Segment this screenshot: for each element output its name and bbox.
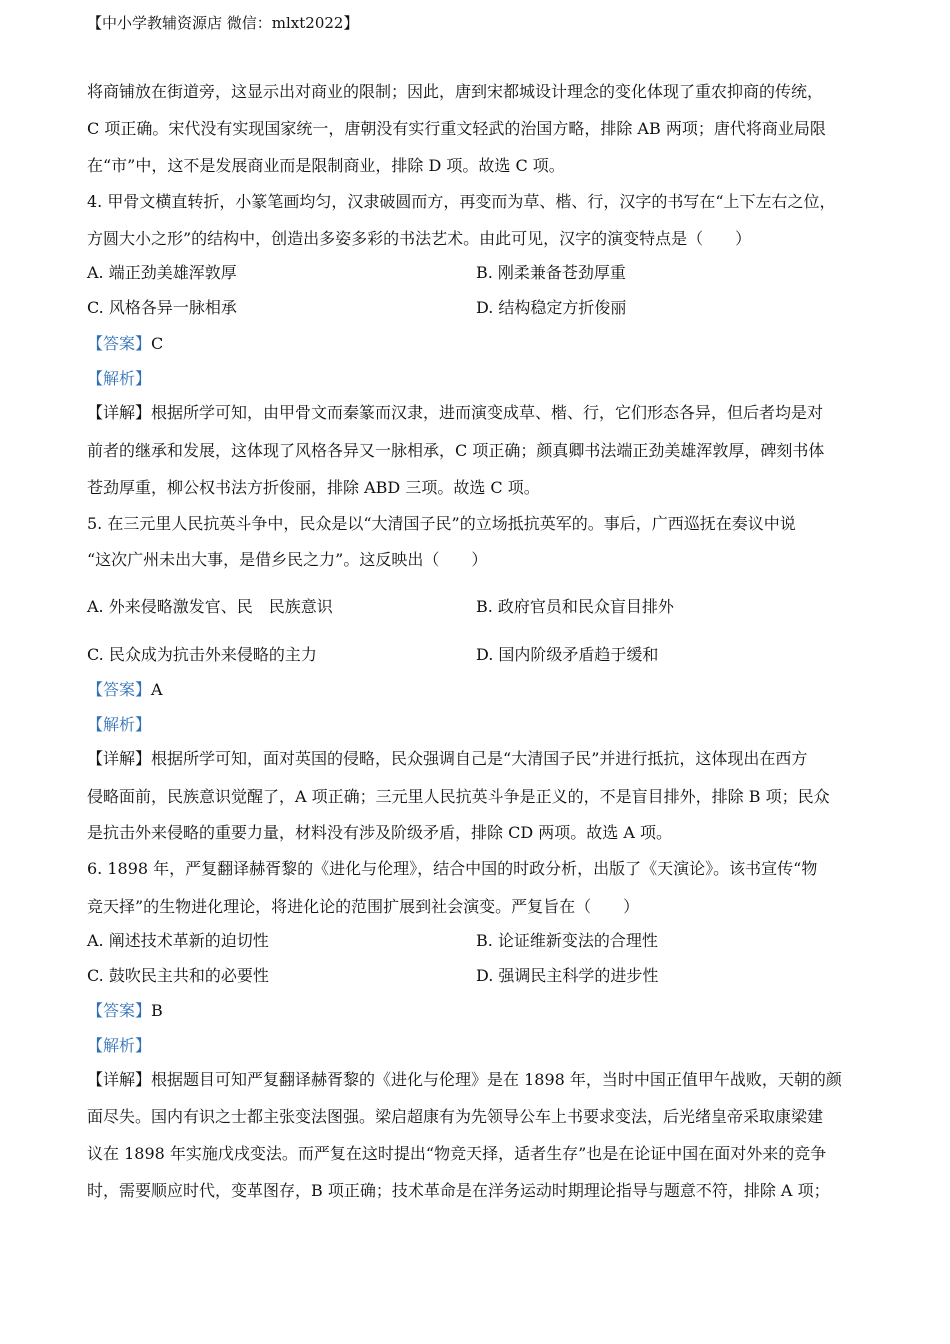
answer-value: B: [151, 1001, 163, 1020]
watermark-text: 【中小学教辅资源店 微信：mlxt2022】: [87, 14, 359, 32]
question-4-answer: [87, 333, 866, 355]
question-4-option-a: A. 端正劲美雄浑敦厚: [87, 263, 237, 282]
question-5-option-a: A. 外来侵略激发官、民 民族意识: [87, 597, 333, 616]
question-4-option-b: B. 刚柔兼备苍劲厚重: [476, 263, 626, 282]
question-4-stem-line: 4. 甲骨文横直转折，小篆笔画均匀，汉隶破圆而方，再变而为草、楷、行，汉字的书写在“上下左右之位，: [87, 192, 836, 211]
question-5-answer: [87, 679, 866, 701]
question-4-stem-line: 方圆大小之形”的结构中，创造出多姿多彩的书法艺术。由此可见，汉字的演变特点是（ ）: [87, 229, 752, 248]
detail-label: 【详解】: [87, 1070, 152, 1089]
paragraph-line: 将商铺放在街道旁，这显示出对商业的限制；因此，唐到宋都城设计理念的变化体现了重农抑商的传统，: [87, 82, 824, 101]
question-5-option-b: B. 政府官员和民众盲目排外: [476, 597, 674, 616]
question-5-option-d: D. 国内阶级矛盾趋于缓和: [476, 645, 659, 664]
question-5-option-c: C. 民众成为抗击外来侵略的主力: [87, 645, 317, 664]
question-6-option-d: D. 强调民主科学的进步性: [476, 966, 659, 985]
question-6-detail-line: 议在 1898 年实施戊戌变法。而严复在这时提出“物竞天择，适者生存”也是在论证中国在面对外来的竞争: [87, 1144, 827, 1163]
detail-text: 根据所学可知，面对英国的侵略，民众强调自己是“大清国子民”并进行抵抗，这体现出在西方: [151, 749, 808, 768]
answer-value: A: [151, 680, 163, 699]
answer-label: 【答案】: [87, 680, 152, 699]
question-4-detail-line: 苍劲厚重，柳公权书法方折俊丽，排除 ABD 三项。故选 C 项。: [87, 478, 540, 497]
answer-label: 【答案】: [87, 334, 152, 353]
question-4-analysis-label: 【解析】: [87, 369, 152, 388]
question-6-detail-line: 面尽失。国内有识之士都主张变法图强。梁启超康有为先领导公车上书要求变法，后光绪皇帝采取康梁建: [87, 1107, 824, 1126]
question-6-detail-line: [87, 1069, 866, 1091]
question-6-option-a: A. 阐述技术革新的迫切性: [87, 931, 269, 950]
question-5-analysis-label: 【解析】: [87, 715, 152, 734]
detail-label: 【详解】: [87, 403, 152, 422]
question-4-detail-line: 前者的继承和发展，这体现了风格各异又一脉相承，C 项正确；颜真卿书法端正劲美雄浑敦厚，碑刻书体: [87, 441, 825, 460]
question-6-stem-line: 竞天择”的生物进化理论，将进化论的范围扩展到社会演变。严复旨在（ ）: [87, 897, 640, 916]
answer-value: C: [151, 334, 164, 353]
question-6-detail-line: 时，需要顺应时代，变革图存，B 项正确；技术革命是在洋务运动时期理论指导与题意不符，排除 A 项；: [87, 1181, 830, 1200]
question-5-detail-line: 是抗击外来侵略的重要力量，材料没有涉及阶级矛盾，排除 CD 两项。故选 A 项。: [87, 823, 672, 842]
question-6-option-c: C. 鼓吹民主共和的必要性: [87, 966, 269, 985]
detail-text: 根据所学可知，由甲骨文而秦篆而汉隶，进而演变成草、楷、行，它们形态各异，但后者均是对: [151, 403, 824, 422]
question-6-option-b: B. 论证维新变法的合理性: [476, 931, 658, 950]
question-6-analysis-label: 【解析】: [87, 1036, 152, 1055]
question-5-detail-line: 侵略面前，民族意识觉醒了，A 项正确；三元里人民抗英斗争是正义的，不是盲目排外，排除 B 项；民众: [87, 787, 830, 806]
question-4-option-c: C. 风格各异一脉相承: [87, 298, 237, 317]
answer-label: 【答案】: [87, 1001, 152, 1020]
question-6-answer: [87, 1000, 866, 1022]
question-4-detail-line: [87, 402, 866, 424]
question-5-stem-line: “这次广州未出大事，是借乡民之力”。这反映出（ ）: [87, 550, 488, 569]
paragraph-line: 在“市”中，这不是发展商业而是限制商业，排除 D 项。故选 C 项。: [87, 156, 565, 175]
detail-label: 【详解】: [87, 749, 152, 768]
question-6-stem-line: 6. 1898 年，严复翻译赫胥黎的《进化与伦理》，结合中国的时政分析，出版了《天演论》。该书宣传“物: [87, 859, 818, 878]
detail-text: 根据题目可知严复翻译赫胥黎的《进化与伦理》是在 1898 年，当时中国正值甲午战败，天朝的颜: [151, 1070, 842, 1089]
question-5-detail-line: [87, 748, 866, 770]
question-4-option-d: D. 结构稳定方折俊丽: [476, 298, 627, 317]
paragraph-line: C 项正确。宋代没有实现国家统一，唐朝没有实行重文轻武的治国方略，排除 AB 两项；唐代将商业局限: [87, 119, 826, 138]
question-5-stem-line: 5. 在三元里人民抗英斗争中，民众是以“大清国子民”的立场抵抗英军的。事后，广西巡抚在奏议中说: [87, 514, 796, 533]
